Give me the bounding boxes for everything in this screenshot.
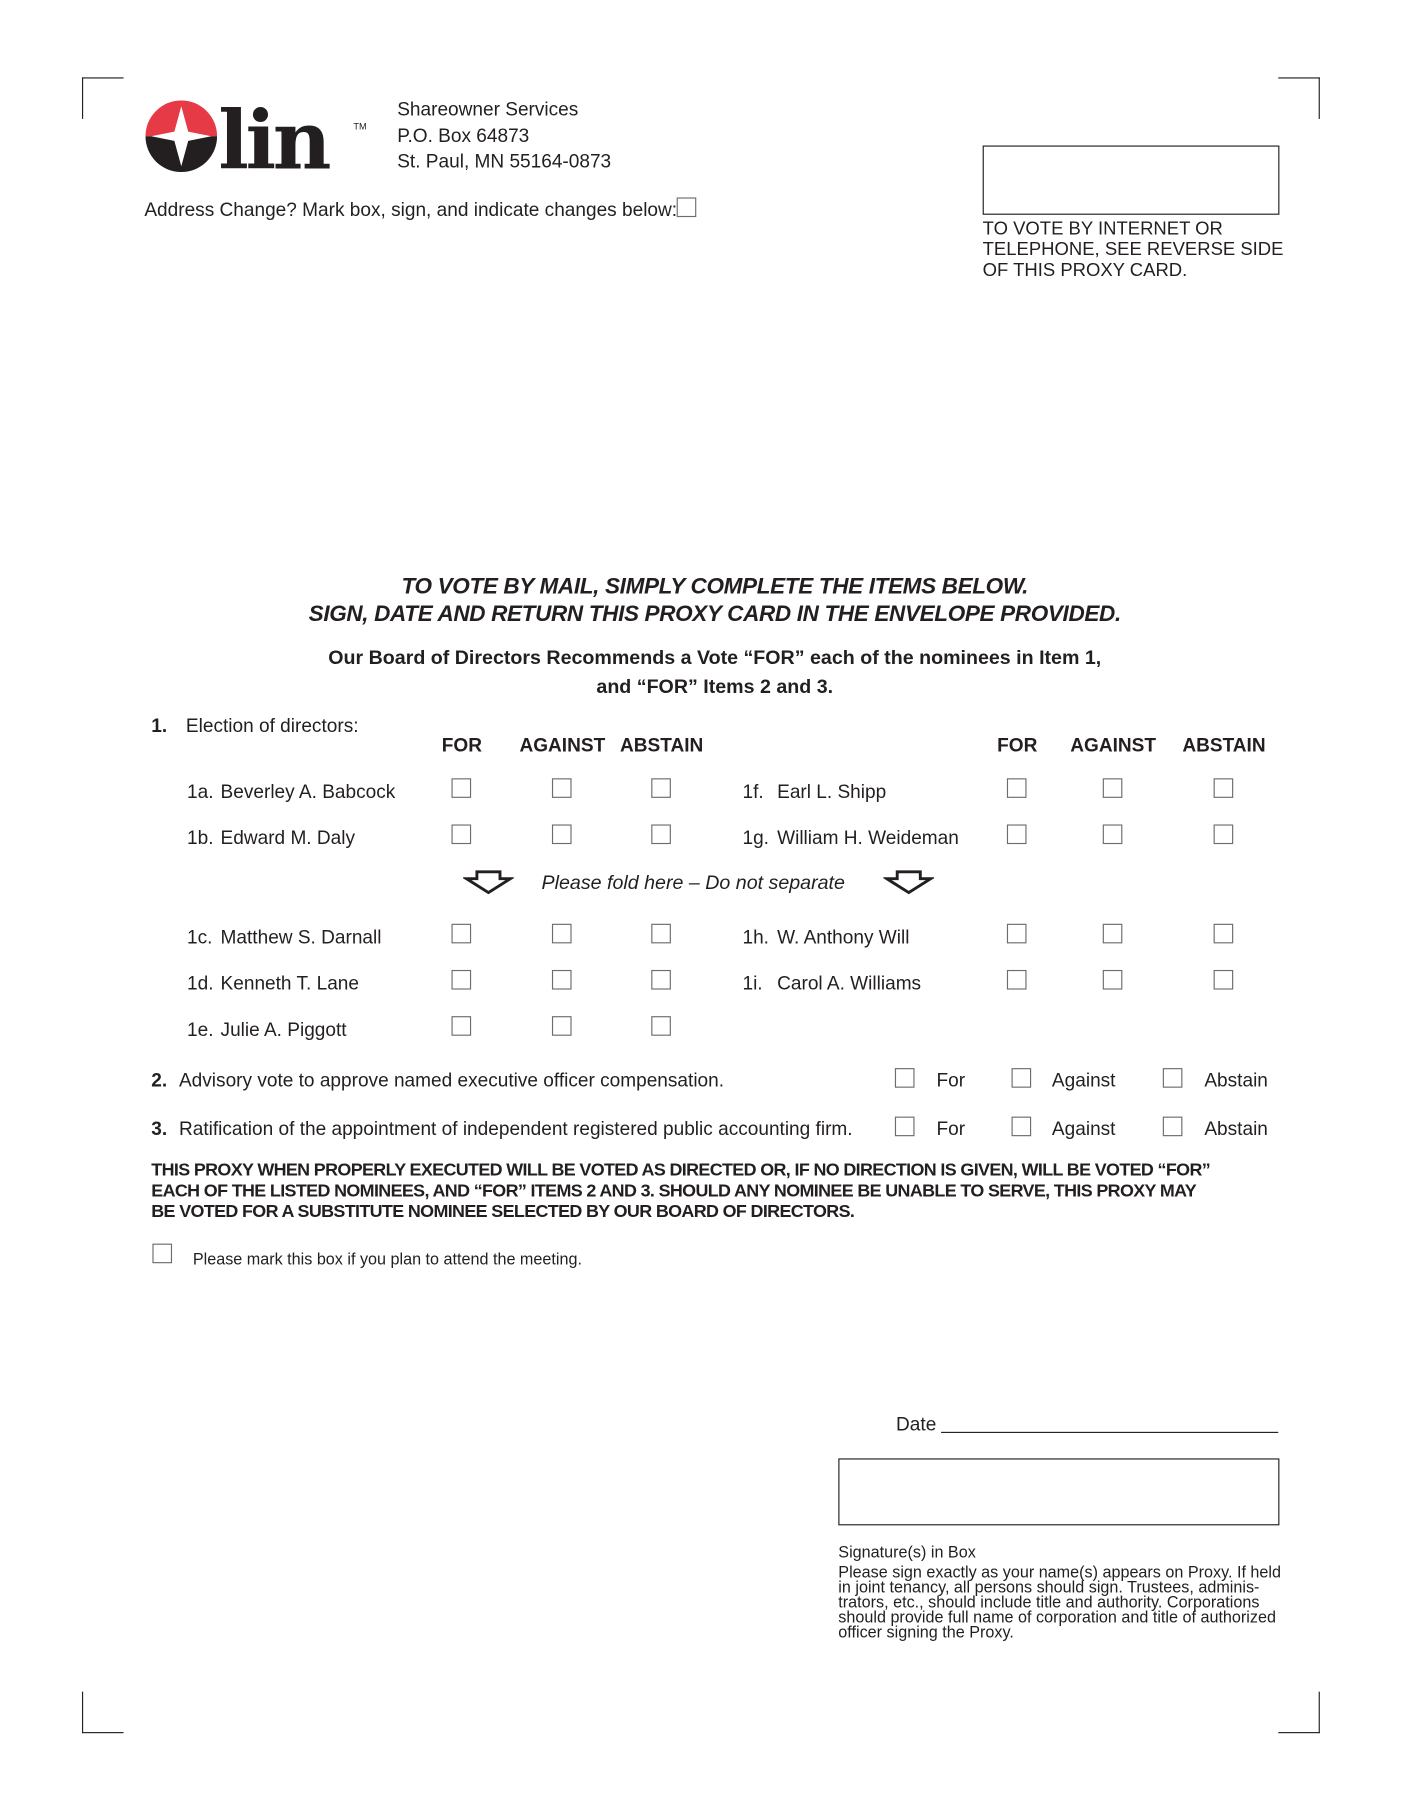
svg-text:TM: TM	[353, 121, 367, 132]
column-header-for: FOR	[997, 735, 1038, 757]
fold-arrow-icon	[883, 869, 934, 900]
option-label: Against	[1051, 1118, 1116, 1140]
nominee-for-checkbox[interactable]	[451, 970, 471, 990]
crop-mark	[82, 1692, 83, 1734]
board-recommendation	[0, 644, 1403, 701]
return-address	[397, 97, 611, 175]
item2-label: Advisory vote to approve named executive officer compensation.	[178, 1070, 725, 1092]
disclaimer-line: EACH OF THE LISTED NOMINEES, AND “FOR” ITEMS 2 AND 3. SHOULD ANY NOMINEE BE UNABLE TO SERVE, THIS PROXY MAY	[151, 1181, 1197, 1201]
proxy-disclaimer	[151, 1160, 1210, 1222]
nominee-abstain-checkbox[interactable]	[1214, 824, 1234, 844]
item2-against-checkbox[interactable]	[1012, 1068, 1032, 1088]
item3-label: Ratification of the appointment of independent registered public accounting firm.	[178, 1118, 853, 1140]
item3-abstain-checkbox[interactable]	[1163, 1117, 1183, 1137]
nominee-abstain-checkbox[interactable]	[651, 924, 671, 944]
nominee-name: Kenneth T. Lane	[220, 973, 359, 995]
item1-label: Election of directors:	[185, 715, 359, 737]
item3-against-checkbox[interactable]	[1012, 1117, 1032, 1137]
nominee-against-checkbox[interactable]	[1103, 778, 1123, 798]
crop-mark	[1319, 1692, 1320, 1734]
nominee-against-checkbox[interactable]	[552, 1016, 572, 1036]
crop-mark	[82, 77, 124, 78]
fold-arrow-icon	[463, 869, 514, 900]
nominee-id: 1i.	[742, 973, 763, 995]
nominee-for-checkbox[interactable]	[451, 778, 471, 798]
option-label: Abstain	[1204, 1118, 1268, 1140]
mail-instructions	[0, 573, 1403, 628]
fold-instruction: Please fold here – Do not separate	[541, 871, 845, 894]
item3-for-checkbox[interactable]	[895, 1117, 915, 1137]
option-label: Abstain	[1204, 1070, 1268, 1092]
nominee-id: 1f.	[742, 781, 764, 803]
recommend-line: Our Board of Directors Recommends a Vote “FOR” each of the nominees in Item 1,	[328, 646, 1102, 669]
instruction-line: should provide full name of corporation and title of authorized	[838, 1607, 1276, 1626]
crop-mark	[82, 77, 83, 119]
nominee-against-checkbox[interactable]	[552, 778, 572, 798]
crop-mark	[82, 1732, 124, 1733]
nominee-name: Earl L. Shipp	[777, 781, 887, 803]
instruction-line: officer signing the Proxy.	[838, 1622, 1014, 1641]
nominee-id: 1h.	[742, 927, 769, 949]
nominee-abstain-checkbox[interactable]	[651, 970, 671, 990]
disclaimer-line: THIS PROXY WHEN PROPERLY EXECUTED WILL BE VOTED AS DIRECTED OR, IF NO DIRECTION IS GIVEN, WILL BE VOTED “FOR”	[151, 1160, 1211, 1181]
barcode-box	[983, 145, 1280, 214]
signature-box[interactable]	[838, 1458, 1279, 1525]
option-label: For	[936, 1070, 966, 1092]
nominee-abstain-checkbox[interactable]	[651, 824, 671, 844]
signature-box-label: Signature(s) in Box	[838, 1542, 976, 1562]
signature-instructions	[838, 1562, 1281, 1641]
column-header-for: FOR	[441, 735, 482, 757]
nominee-against-checkbox[interactable]	[1103, 970, 1123, 990]
instruction-line: in joint tenancy, all persons should sign. Trustees, adminis-	[838, 1577, 1260, 1596]
attend-meeting-label: Please mark this box if you plan to attend the meeting.	[192, 1249, 582, 1268]
recommend-line: and “FOR” Items 2 and 3.	[596, 674, 834, 697]
svg-text:lin: lin	[218, 99, 329, 174]
address-line: Shareowner Services	[397, 99, 579, 121]
nominee-name: Edward M. Daly	[220, 827, 356, 849]
nominee-against-checkbox[interactable]	[1103, 924, 1123, 944]
nominee-id: 1e.	[187, 1019, 214, 1041]
nominee-against-checkbox[interactable]	[552, 970, 572, 990]
nominee-against-checkbox[interactable]	[552, 924, 572, 944]
nominee-abstain-checkbox[interactable]	[1214, 778, 1234, 798]
item-number: 1.	[151, 715, 168, 737]
nominee-for-checkbox[interactable]	[1007, 778, 1027, 798]
nominee-id: 1b.	[187, 827, 214, 849]
item2-for-checkbox[interactable]	[895, 1068, 915, 1088]
instruction-line: trators, etc., should include title and authority. Corporations	[838, 1592, 1260, 1611]
nominee-abstain-checkbox[interactable]	[1214, 970, 1234, 990]
nominee-name: W. Anthony Will	[777, 927, 910, 949]
note-line: TO VOTE BY INTERNET OR	[982, 219, 1223, 240]
nominee-abstain-checkbox[interactable]	[1214, 924, 1234, 944]
attend-meeting-checkbox[interactable]	[152, 1244, 172, 1264]
instruction-line: SIGN, DATE AND RETURN THIS PROXY CARD IN THE ENVELOPE PROVIDED.	[308, 601, 1121, 628]
nominee-id: 1g.	[742, 827, 769, 849]
nominee-id: 1a.	[187, 781, 214, 803]
olin-logo	[144, 99, 375, 173]
nominee-against-checkbox[interactable]	[552, 824, 572, 844]
option-label: For	[936, 1118, 966, 1140]
internet-vote-note	[983, 219, 1284, 281]
nominee-for-checkbox[interactable]	[451, 824, 471, 844]
nominee-abstain-checkbox[interactable]	[651, 1016, 671, 1036]
item2-abstain-checkbox[interactable]	[1163, 1068, 1183, 1088]
nominee-name: William H. Weideman	[777, 827, 959, 849]
nominee-name: Julie A. Piggott	[220, 1019, 347, 1041]
nominee-against-checkbox[interactable]	[1103, 824, 1123, 844]
nominee-for-checkbox[interactable]	[1007, 824, 1027, 844]
nominee-for-checkbox[interactable]	[451, 1016, 471, 1036]
address-line: P.O. Box 64873	[397, 125, 530, 147]
nominee-id: 1c.	[187, 927, 213, 949]
column-header-abstain: ABSTAIN	[620, 735, 704, 757]
crop-mark	[1278, 77, 1320, 78]
item-number: 2.	[151, 1070, 168, 1092]
nominee-for-checkbox[interactable]	[1007, 970, 1027, 990]
nominee-abstain-checkbox[interactable]	[651, 778, 671, 798]
item-number: 3.	[151, 1118, 168, 1140]
nominee-for-checkbox[interactable]	[451, 924, 471, 944]
nominee-id: 1d.	[187, 973, 214, 995]
date-label: Date	[896, 1414, 937, 1436]
option-label: Against	[1051, 1070, 1116, 1092]
column-header-abstain: ABSTAIN	[1182, 735, 1266, 757]
nominee-name: Beverley A. Babcock	[220, 781, 396, 803]
column-header-against: AGAINST	[519, 735, 606, 757]
address-change-label: Address Change? Mark box, sign, and indicate changes below:	[144, 199, 678, 221]
nominee-for-checkbox[interactable]	[1007, 924, 1027, 944]
instruction-line: Please sign exactly as your name(s) appears on Proxy. If held	[838, 1562, 1281, 1581]
nominee-name: Matthew S. Darnall	[220, 927, 382, 949]
instruction-line: TO VOTE BY MAIL, SIMPLY COMPLETE THE ITEMS BELOW.	[401, 573, 1028, 600]
crop-mark	[1319, 77, 1320, 119]
note-line: TELEPHONE, SEE REVERSE SIDE	[982, 240, 1284, 260]
crop-mark	[1278, 1732, 1320, 1733]
disclaimer-line: BE VOTED FOR A SUBSTITUTE NOMINEE SELECTED BY OUR BOARD OF DIRECTORS.	[151, 1202, 855, 1222]
address-change-checkbox[interactable]	[677, 197, 697, 217]
nominee-name: Carol A. Williams	[777, 973, 922, 995]
date-input-line[interactable]	[941, 1432, 1278, 1433]
note-line: OF THIS PROXY CARD.	[982, 260, 1188, 281]
column-header-against: AGAINST	[1070, 735, 1156, 757]
address-line: St. Paul, MN 55164-0873	[397, 151, 612, 173]
